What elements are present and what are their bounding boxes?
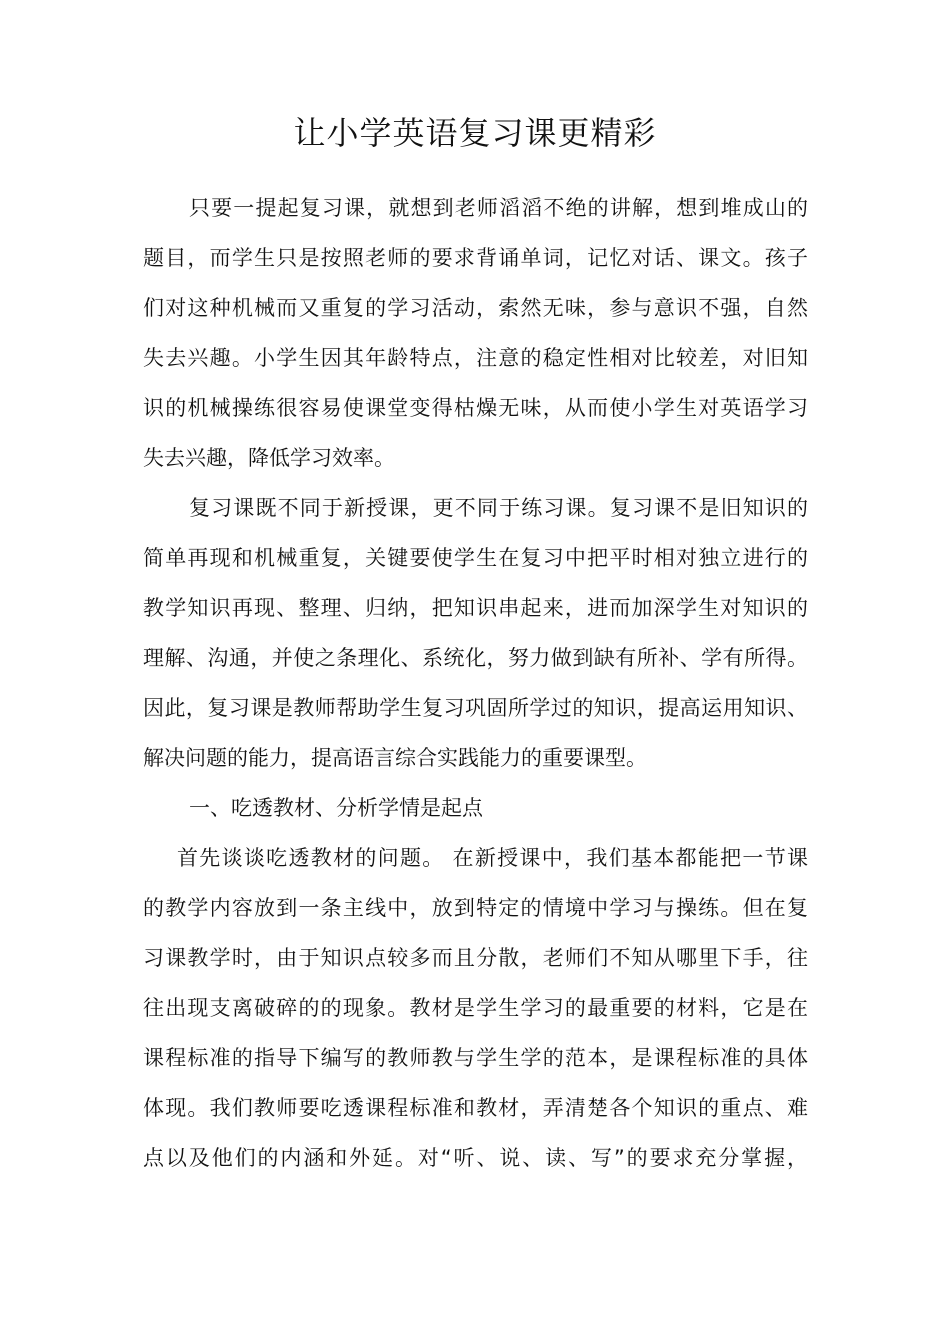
paragraph-2-line-2: 简单再现和机械重复，关键要使学生在复习中把平时相对独立进行的: [143, 546, 808, 570]
paragraph-3-line-3: 习课教学时，由于知识点较多而且分散，老师们不知从哪里下手，往: [143, 946, 808, 970]
paragraph-2-line-3: 教学知识再现、整理、归纳，把知识串起来，进而加深学生对知识的: [143, 596, 808, 620]
paragraph-2-line-4: 理解、沟通，并使之条理化、系统化，努力做到缺有所补、学有所得。: [143, 646, 808, 670]
paragraph-3-line-5: 课程标准的指导下编写的教师教与学生学的范本，是课程标准的具体: [143, 1046, 808, 1070]
paragraph-3-line-4: 往出现支离破碎的的现象。教材是学生学习的最重要的材料，它是在: [143, 996, 808, 1020]
paragraph-1-line-6: 失去兴趣，降低学习效率。: [143, 446, 395, 470]
paragraph-2-line-6: 解决问题的能力，提高语言综合实践能力的重要课型。: [143, 746, 647, 770]
paragraph-1-line-3: 们对这种机械而又重复的学习活动，索然无味，参与意识不强，自然: [143, 296, 808, 320]
paragraph-1-line-4: 失去兴趣。小学生因其年龄特点，注意的稳定性相对比较差，对旧知: [143, 346, 808, 370]
paragraph-3-line-1: 首先谈谈吃透教材的问题。 在新授课中，我们基本都能把一节课: [177, 846, 808, 870]
paragraph-1-line-2: 题目，而学生只是按照老师的要求背诵单词，记忆对话、课文。孩子: [143, 246, 808, 270]
paragraph-3-line-7: 点以及他们的内涵和外延。对“听、说、读、写”的要求充分掌握，: [143, 1146, 808, 1170]
document-title: 让小学英语复习课更精彩: [293, 114, 657, 152]
paragraph-1-line-1: 只要一提起复习课，就想到老师滔滔不绝的讲解，想到堆成山的: [189, 196, 808, 220]
paragraph-1-line-5: 识的机械操练很容易使课堂变得枯燥无味，从而使小学生对英语学习: [143, 396, 808, 420]
paragraph-3-line-2: 的教学内容放到一条主线中，放到特定的情境中学习与操练。但在复: [143, 896, 808, 920]
paragraph-2-line-1: 复习课既不同于新授课，更不同于练习课。复习课不是旧知识的: [189, 496, 808, 520]
paragraph-2-line-5: 因此，复习课是教师帮助学生复习巩固所学过的知识，提高运用知识、: [143, 696, 808, 720]
section-heading: 一、吃透教材、分析学情是起点: [189, 796, 483, 820]
paragraph-3-line-6: 体现。我们教师要吃透课程标准和教材，弄清楚各个知识的重点、难: [143, 1096, 808, 1120]
